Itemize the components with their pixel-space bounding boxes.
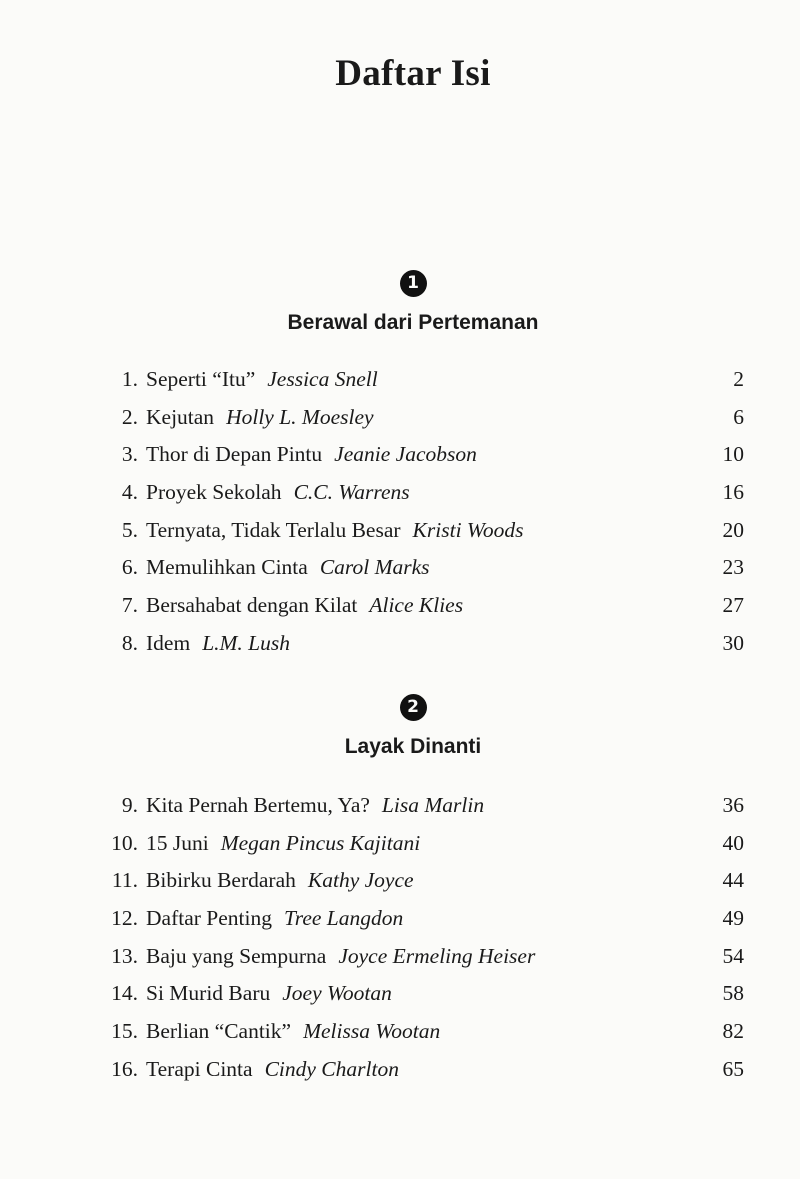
entry-title: Daftar Penting — [146, 906, 272, 931]
entry-title: Seperti “Itu” — [146, 367, 256, 391]
entry-text — [146, 436, 477, 474]
entry-page-number: 2 — [733, 367, 744, 391]
toc-list — [0, 787, 800, 1089]
entry-author: Kathy Joyce — [307, 868, 414, 893]
page-title: Daftar Isi — [335, 53, 491, 94]
entry-number: 4. — [121, 480, 138, 505]
entry-author: Kristi Woods — [412, 517, 524, 542]
entry-page-number: 40 — [722, 830, 744, 855]
entry-page-number: 27 — [722, 593, 744, 618]
entry-text — [146, 625, 290, 663]
section-title: Berawal dari Pertemanan — [287, 311, 539, 334]
toc-entry — [0, 436, 800, 474]
entry-text — [146, 474, 410, 512]
entry-text — [146, 900, 403, 938]
entry-number: 15. — [111, 1019, 138, 1044]
toc-entry — [0, 549, 800, 587]
section-title: Layak Dinanti — [344, 735, 482, 758]
toc-entry — [0, 474, 800, 512]
entry-title: Si Murid Baru — [146, 981, 271, 1006]
toc-entry — [0, 900, 800, 938]
entry-text — [146, 361, 378, 399]
toc-entry — [0, 862, 800, 900]
entry-text — [146, 549, 430, 587]
toc-entry — [0, 825, 800, 863]
entry-text — [146, 1013, 440, 1051]
entry-number: 2. — [121, 404, 138, 429]
entry-number: 9. — [121, 793, 138, 817]
toc-entry — [0, 361, 800, 399]
entry-page-number: 10 — [722, 442, 744, 467]
entry-page-number: 82 — [722, 1019, 744, 1044]
entry-page-number: 20 — [722, 517, 744, 542]
entry-author: Holly L. Moesley — [226, 404, 374, 429]
toc-entry — [0, 587, 800, 625]
entry-number: 11. — [111, 868, 138, 893]
entry-page-number: 49 — [722, 906, 744, 931]
entry-text — [146, 787, 484, 825]
section-2-header — [0, 694, 800, 759]
toc-list — [0, 361, 800, 663]
entry-number: 16. — [111, 1056, 138, 1081]
entry-text — [146, 938, 535, 976]
entry-page-number: 44 — [722, 868, 744, 893]
entry-author: Joyce Ermeling Heiser — [338, 943, 536, 968]
entry-title: Berlian “Cantik” — [146, 1019, 292, 1044]
entry-text — [146, 975, 392, 1013]
entry-title: Idem — [146, 630, 191, 655]
entry-text — [146, 862, 414, 900]
entry-page-number: 16 — [722, 480, 744, 505]
entry-page-number: 54 — [722, 943, 744, 968]
entry-number: 5. — [121, 517, 138, 542]
entry-author: Cindy Charlton — [264, 1056, 399, 1081]
toc-entry — [0, 512, 800, 550]
entry-page-number: 65 — [722, 1056, 744, 1081]
entry-author: Alice Klies — [369, 593, 464, 618]
toc-entry — [0, 1013, 800, 1051]
entry-author: Lisa Marlin — [381, 793, 485, 817]
toc-entry — [0, 1051, 800, 1089]
entry-title: Terapi Cinta — [146, 1056, 253, 1081]
entry-text — [146, 1051, 399, 1089]
entry-number: 13. — [111, 943, 138, 968]
entry-author: Joey Wootan — [282, 981, 392, 1006]
entry-page-number: 36 — [722, 793, 744, 817]
entry-author: L.M. Lush — [202, 630, 291, 655]
toc-entry — [0, 975, 800, 1013]
entry-number: 10. — [111, 830, 138, 855]
entry-title: Thor di Depan Pintu — [146, 442, 323, 467]
toc-entry — [0, 625, 800, 663]
entry-author: Jeanie Jacobson — [334, 442, 477, 467]
entry-title: Proyek Sekolah — [146, 480, 282, 505]
entry-page-number: 58 — [722, 981, 744, 1006]
toc-entry — [0, 399, 800, 437]
entry-number: 7. — [121, 593, 138, 618]
entry-title: Bersahabat dengan Kilat — [146, 593, 358, 618]
section-number-badge: 2 — [400, 694, 427, 721]
entry-title: Baju yang Sempurna — [146, 943, 327, 968]
entry-text — [146, 512, 523, 550]
entry-author: Megan Pincus Kajitani — [220, 830, 421, 855]
entry-number: 12. — [111, 906, 138, 931]
entry-title: Kita Pernah Bertemu, Ya? — [146, 793, 370, 817]
entry-number: 8. — [121, 630, 138, 655]
entry-title: Bibirku Berdarah — [146, 868, 296, 893]
entry-author: C.C. Warrens — [293, 480, 410, 505]
entry-text — [146, 587, 463, 625]
entry-text — [146, 825, 420, 863]
entry-page-number: 6 — [733, 404, 744, 429]
entry-author: Carol Marks — [319, 555, 430, 580]
entry-text — [146, 399, 374, 437]
section-1-header — [0, 270, 800, 335]
entry-number: 3. — [121, 442, 138, 467]
entry-author: Jessica Snell — [267, 367, 378, 391]
entry-title: Ternyata, Tidak Terlalu Besar — [146, 517, 401, 542]
entry-author: Tree Langdon — [283, 906, 404, 931]
entry-page-number: 23 — [722, 555, 744, 580]
toc-entry — [0, 787, 800, 825]
entry-title: Kejutan — [146, 404, 215, 429]
entry-number: 14. — [111, 981, 138, 1006]
entry-title: 15 Juni — [146, 830, 209, 855]
entry-author: Melissa Wootan — [303, 1019, 441, 1044]
entry-number: 1. — [121, 367, 138, 391]
entry-number: 6. — [121, 555, 138, 580]
toc-entry — [0, 938, 800, 976]
section-number-badge: 1 — [400, 270, 427, 297]
entry-page-number: 30 — [722, 630, 744, 655]
entry-title: Memulihkan Cinta — [146, 555, 308, 580]
